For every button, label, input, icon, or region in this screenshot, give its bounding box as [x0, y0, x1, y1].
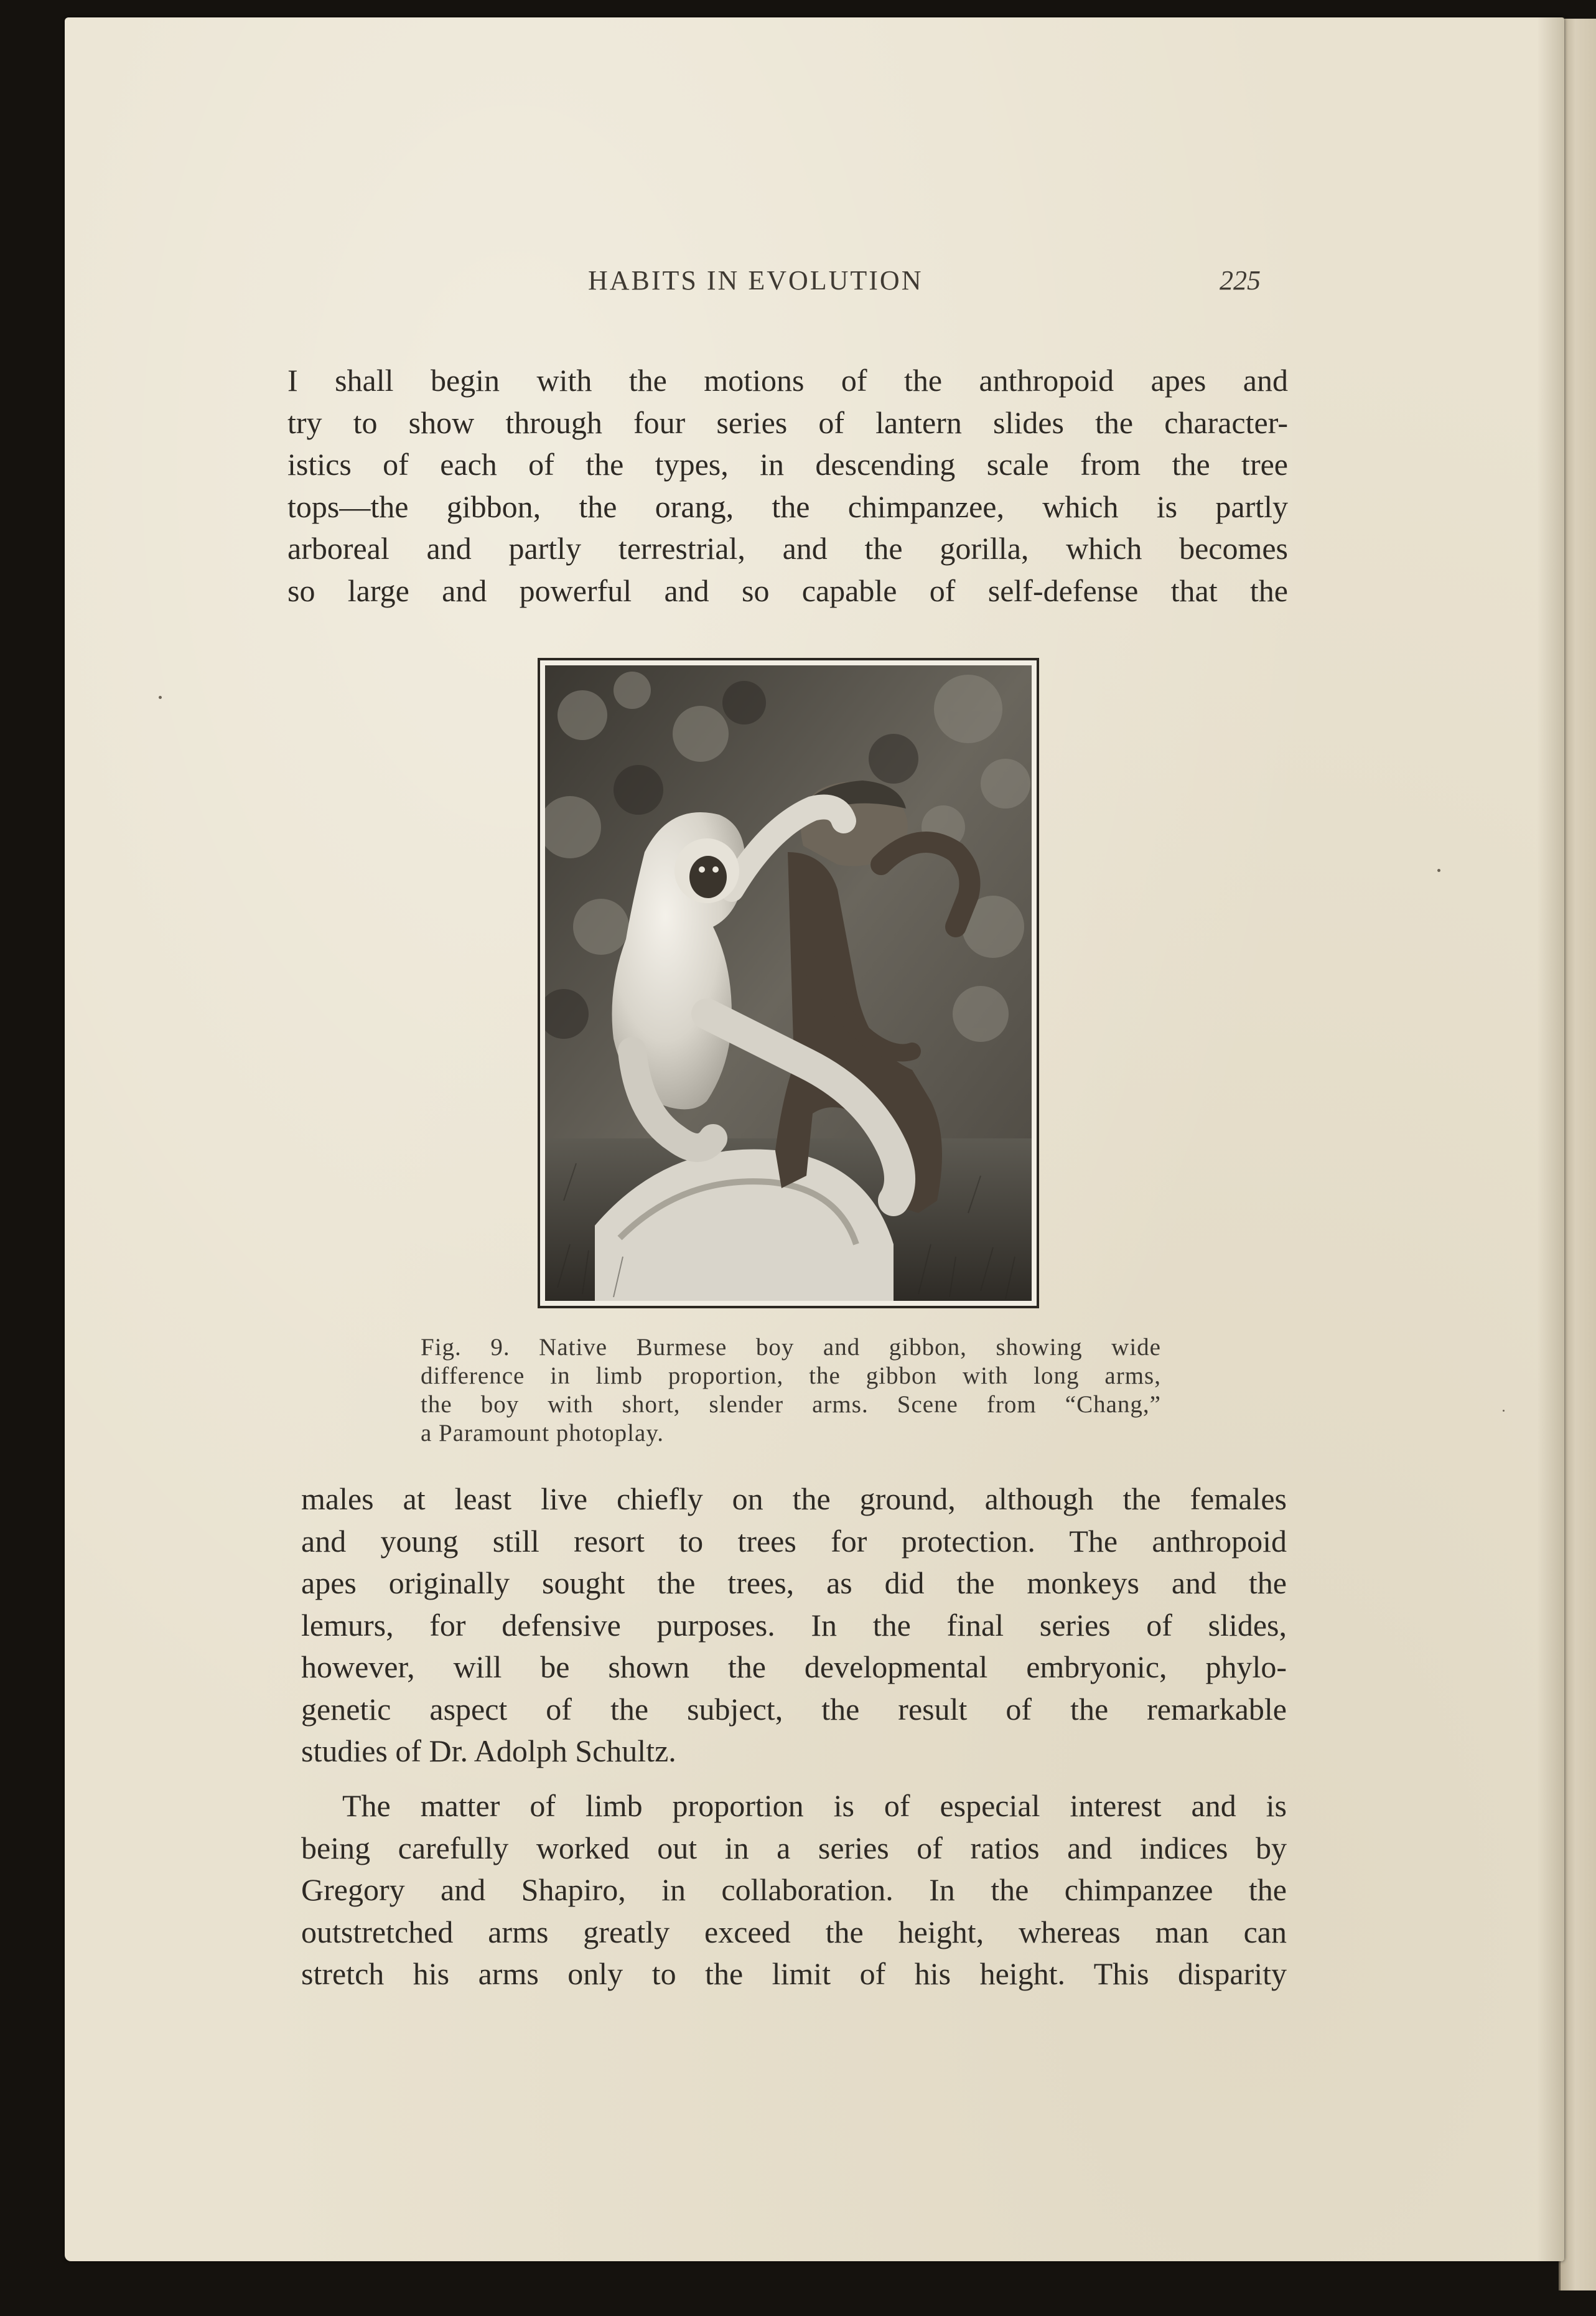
caption-line: a Paramount photoplay. [421, 1420, 664, 1446]
text-line: stretch his arms only to the limit of his height. This disparity [301, 1956, 1287, 1991]
text-line: tops—the gibbon, the orang, the chimpanzee, which is partly [287, 489, 1288, 524]
caption-line: Fig. 9. Native Burmese boy and gibbon, showing wide [421, 1334, 1161, 1361]
text-line: Gregory and Shapiro, in collaboration. In the chimpanzee the [301, 1872, 1287, 1907]
next-page-edge [1559, 19, 1596, 2290]
photo-boy-and-gibbon-icon [545, 665, 1032, 1301]
text-line: The matter of limb proportion is of especial interest and is [342, 1788, 1287, 1823]
paragraph-3 [301, 1785, 1287, 1995]
paper-speck [1503, 1410, 1505, 1412]
paper-speck [1437, 869, 1440, 872]
page-number: 225 [1220, 265, 1261, 296]
figure-caption [421, 1333, 1161, 1448]
paper-speck [159, 696, 162, 699]
text-line: lemurs, for defensive purposes. In the final series of slides, [301, 1607, 1287, 1643]
paragraph-2 [301, 1478, 1287, 1773]
text-line: being carefully worked out in a series of ratios and indices by [301, 1830, 1287, 1865]
text-line: so large and powerful and so capable of self-defense that the [287, 573, 1288, 608]
figure-9-frame [538, 658, 1039, 1308]
text-line: males at least live chiefly on the ground, although the females [301, 1481, 1287, 1516]
page-edge-shadow [1537, 17, 1564, 2261]
text-line: istics of each of the types, in descending scale from the tree [287, 447, 1288, 482]
text-line: arboreal and partly terrestrial, and the gorilla, which becomes [287, 531, 1288, 566]
text-line: genetic aspect of the subject, the result of the remarkable [301, 1691, 1287, 1727]
text-line: I shall begin with the motions of the anthropoid apes and [287, 363, 1288, 398]
text-line: studies of Dr. Adolph Schultz. [301, 1733, 676, 1768]
running-head: HABITS IN EVOLUTION [588, 265, 923, 296]
text-line: however, will be shown the developmental embryonic, phylo- [301, 1649, 1287, 1684]
text-line: apes originally sought the trees, as did the monkeys and the [301, 1565, 1287, 1600]
text-line: outstretched arms greatly exceed the height, whereas man can [301, 1914, 1287, 1949]
text-line: and young still resort to trees for protection. The anthropoid [301, 1523, 1287, 1559]
caption-line: the boy with short, slender arms. Scene from “Chang,” [421, 1391, 1161, 1418]
caption-line: difference in limb proportion, the gibbon with long arms, [421, 1362, 1161, 1389]
text-line: try to show through four series of lantern slides the character- [287, 405, 1288, 440]
paragraph-1 [287, 360, 1288, 612]
